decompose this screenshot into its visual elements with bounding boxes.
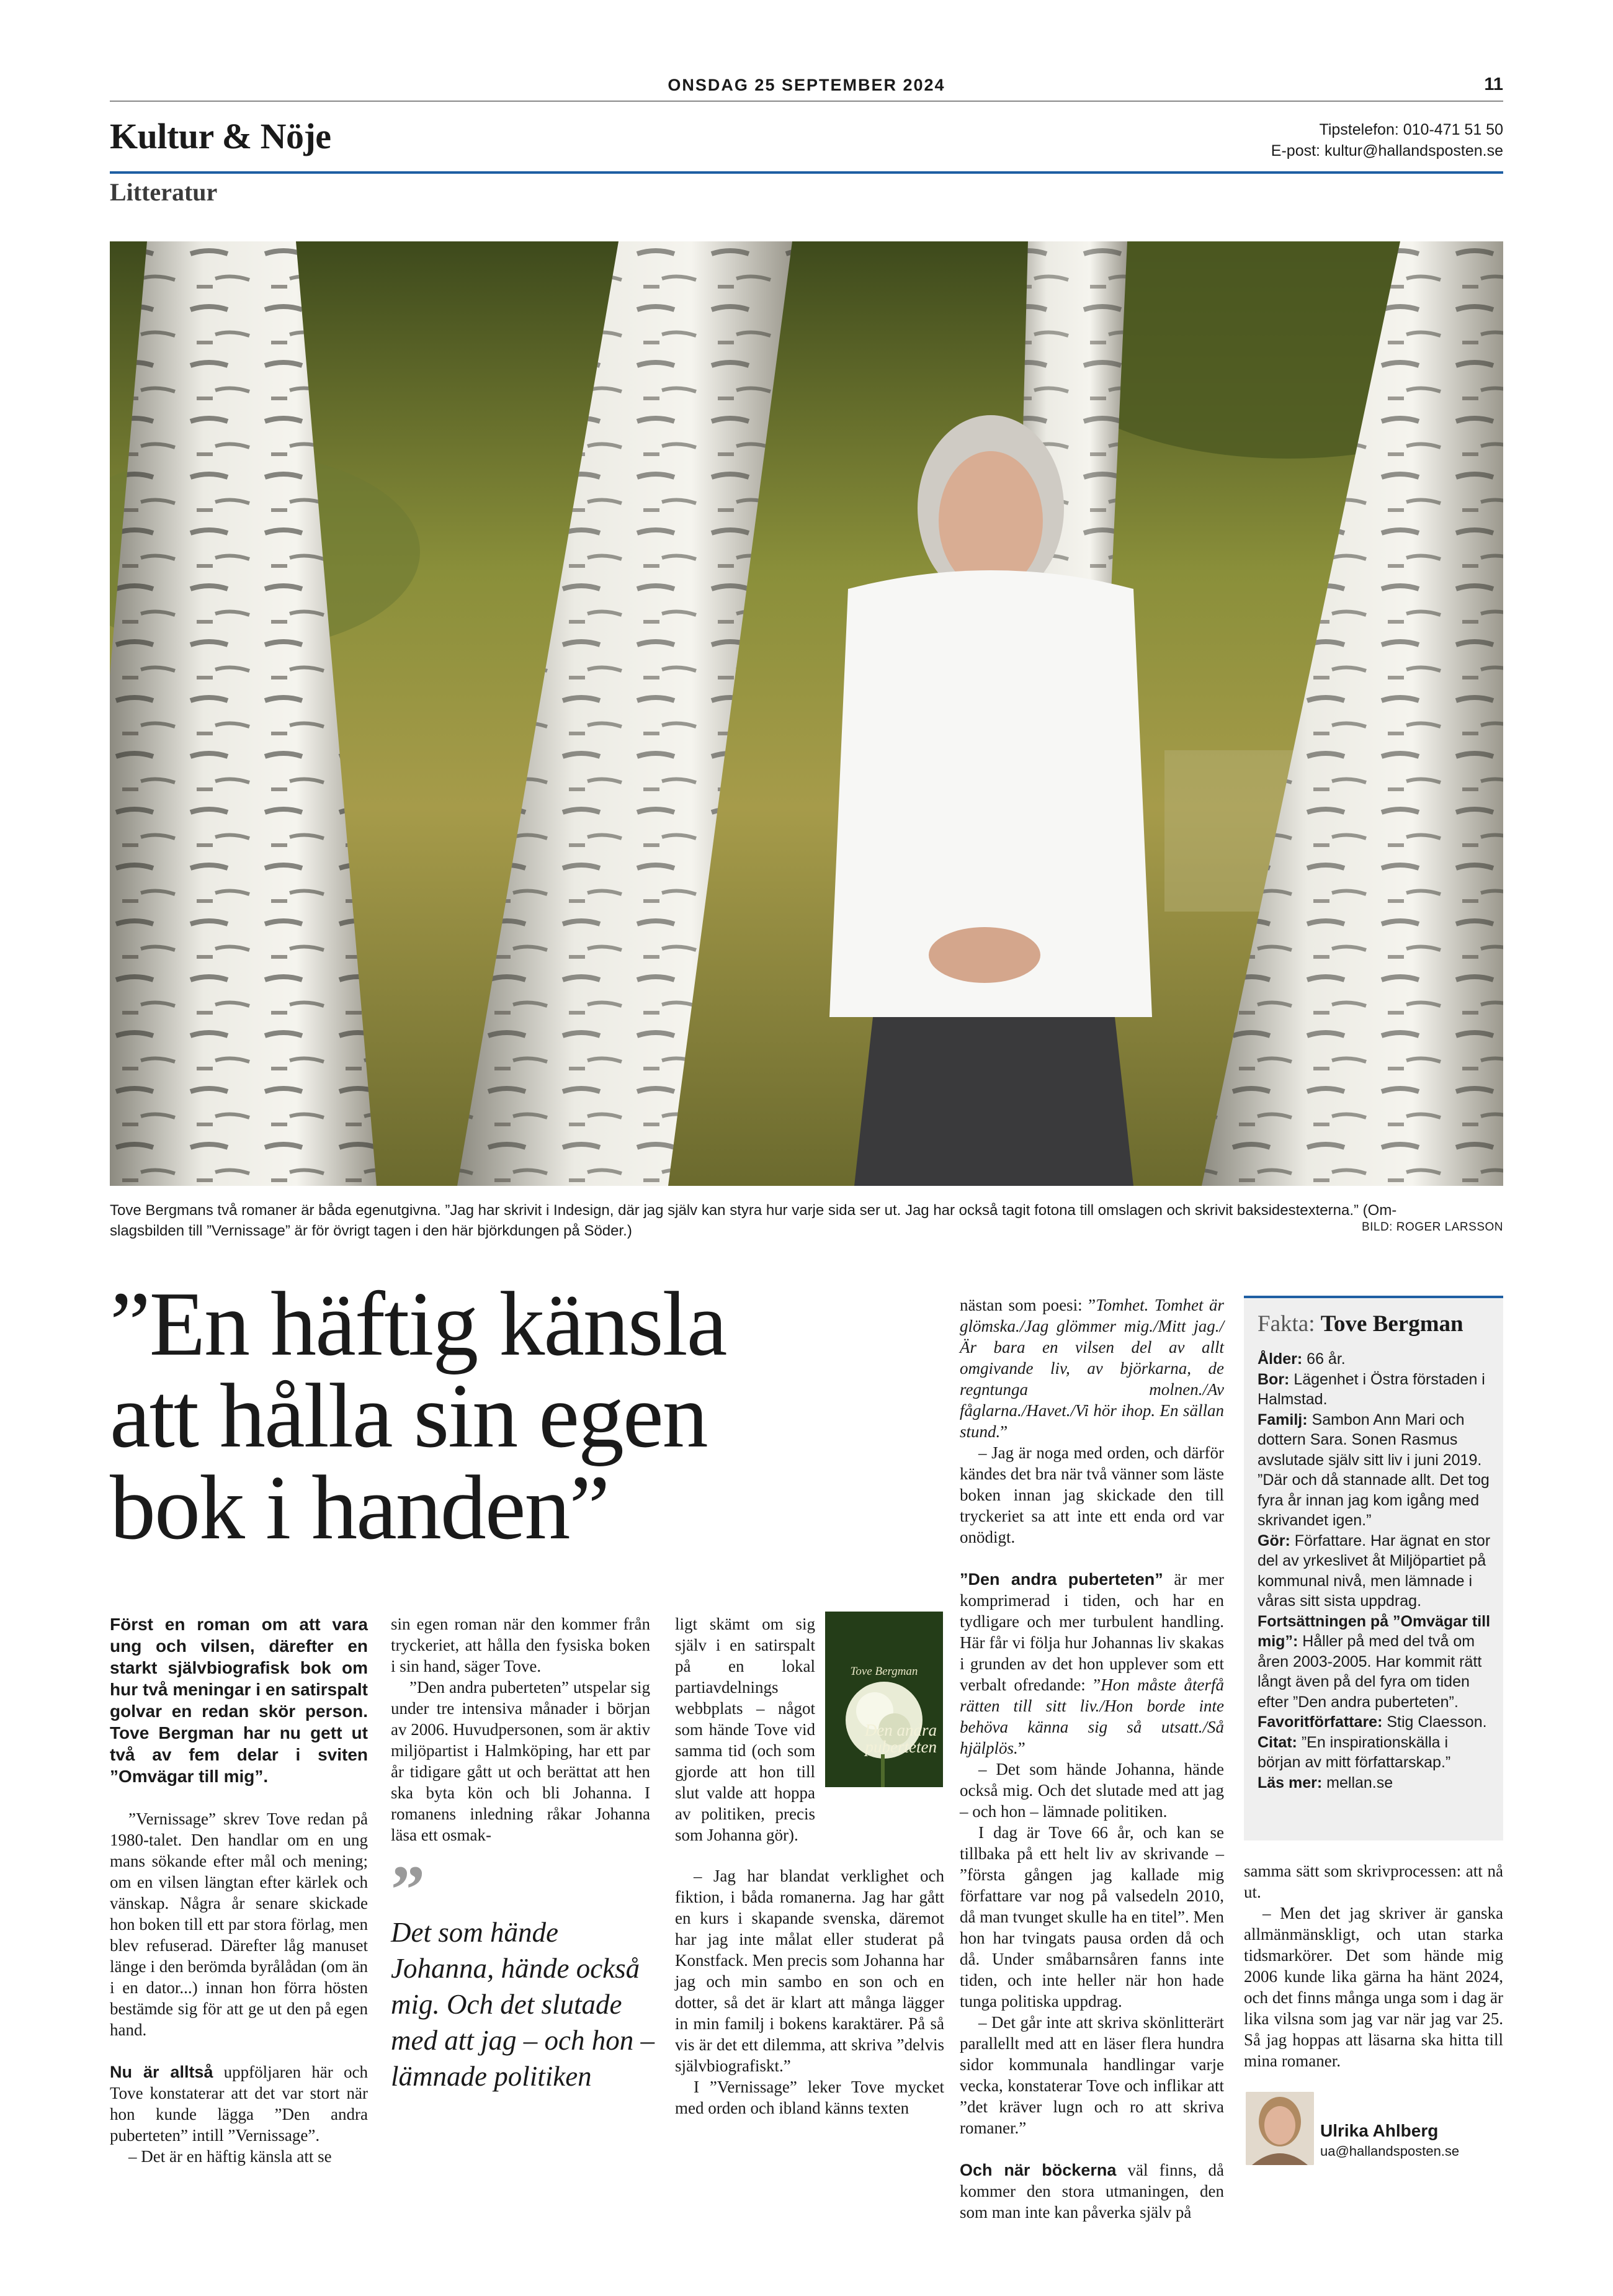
book-author: Tove Bergman	[850, 1665, 918, 1678]
body-paragraph: – Jag har blandat verklighet och fiktion, i båda romanerna. Jag har gått en kurs i skapande svenska, däremot har jag inte målat eller studerat på Konstfack. Men precis som Johanna har jag och min sambo en son och en dotter, så det är klart att många lägger in min familj i bokens karaktärer. På så vis är det ett dilemma, att skriva ”delvis självbiografiskt.”	[675, 1867, 944, 2075]
book-title: Den andra puberteten	[864, 1721, 937, 1756]
paragraph-text: nästan som poesi: ”	[960, 1296, 1096, 1314]
headline	[110, 1273, 916, 1559]
contact-info	[1271, 119, 1503, 161]
column-5	[1244, 1860, 1503, 2071]
poem-quote: Tomhet. Tomhet är glömska./Jag glömmer mig./Mitt jag./Är bara en vilsen del av allt omgivande liv, av björkarna, de regntunga molnen./Av fåglarna./Havet./Vi hör ihop. En sällan stund.	[960, 1296, 1224, 1441]
fact-value: Sambon Ann Mari och dottern Sara. Sonen Rasmus avslutade själv sitt liv i juni 2019. ”Där och då stannade allt. Det tog fyra år innan jag kom igång med skrivandet igen.”	[1258, 1410, 1490, 1529]
body-paragraph: ”Vernissage” skrev Tove redan på 1980-talet. Den handlar om en ung mans sökande efter mål och mening; om en vilsen längtan efter kärlek och vänskap. Några år senare skickade hon boken till ett par stora förlag, men blev refuserad. Därefter låg manuset länge i den berömda byrålådan (om än i en dator...) innan hon förra hösten bestämde sig för att ge ut den på egen hand.	[110, 1809, 368, 2039]
caption-line-2: slagsbilden till ”Vernissage” är för övrigt tagen i den här björkdungen på Söder.)	[110, 1222, 632, 1239]
body-paragraph	[110, 2061, 368, 2146]
headline-line-3: bok i handen”	[110, 1457, 609, 1559]
paragraph-text: är mer komprimerad i tiden, och har en tydligare och mer turbulent handling. Här får vi följa hur Johannas liv skakas i grunden av det hon upplever som ett verbalt ofredande: ”	[960, 1570, 1224, 1694]
fact-key: Fortsättningen på ”Omvägar till mig”:	[1258, 1612, 1491, 1650]
body-paragraph: – Jag är noga med orden, och därför kändes det bra när två vänner som läste boken innan jag skickade den till tryckeriet sa att inte ett enda ord var onödigt.	[960, 1443, 1224, 1546]
fact-value: Stig Claesson.	[1382, 1713, 1487, 1731]
body-paragraph	[960, 1569, 1224, 1759]
fact-key: Favoritförfattare:	[1258, 1713, 1383, 1731]
fact-box-name: Tove Bergman	[1320, 1311, 1463, 1337]
body-paragraph: – Men det jag skriver är ganska allmänmänskligt, och utan starka tidsmarkörer. Det som hände mig 2006 kunde lika gärna ha hänt 2024, och det finns många unga som i dag är lika vilsna som jag var när jag var 25. Så jag hoppas att läsarna ska hitta till mina romaner.	[1244, 1904, 1503, 2070]
book-cover	[825, 1612, 943, 1787]
fact-key: Ålder:	[1258, 1350, 1303, 1368]
author-email: ua@hallandsposten.se	[1320, 2143, 1460, 2159]
body-paragraph: – Det som hände Johanna, hände också mig. Och det slutade med att jag – och hon – lämnade politiken.	[960, 1760, 1224, 1821]
author-avatar	[1246, 2092, 1314, 2165]
fact-row	[1258, 1712, 1491, 1733]
paragraph-text: uppföljaren här och Tove konstaterar att det var stort när hon kunde lägga ”Den andra puberteten” intill ”Vernissage”.	[110, 2063, 368, 2145]
paragraph-text: ”	[1000, 1422, 1008, 1441]
fact-row	[1258, 1531, 1491, 1612]
quote-mark-icon: ”	[391, 1852, 425, 1927]
lead-paragraph: Först en roman om att vara ung och vilsen, därefter en starkt självbiografisk bok om hur två meningar i en satirspalt golvar en redan skör person. Tove Bergman har nu gett ut två av fem delar i sviten ”Omvägar till mig”.	[110, 1615, 368, 1786]
column-2	[391, 1613, 650, 1845]
author-name: Ulrika Ahlberg	[1320, 2121, 1439, 2140]
fact-row	[1258, 1410, 1491, 1531]
body-paragraph: – Det är en häftig känsla att se	[128, 2147, 332, 2166]
date-line	[110, 73, 1503, 102]
body-paragraph: samma sätt som skrivprocessen: att nå ut.	[1244, 1862, 1503, 1901]
fact-box-label: Fakta:	[1258, 1311, 1315, 1337]
book-quote: Hon måste återfå rätten till sitt liv./Hon borde inte behöva känna sig så utsatt./Så hjälplös.	[960, 1675, 1224, 1757]
body-paragraph	[960, 2159, 1224, 2223]
fact-value: ”En inspirationskälla i början av mitt författarskap.”	[1258, 1733, 1451, 1771]
fact-value: Lägenhet i Östra förstaden i Halmstad.	[1258, 1370, 1485, 1408]
fact-box	[1244, 1296, 1503, 1841]
body-paragraph: sin egen roman när den kommer från tryckeriet, att hålla den fysiska boken i sin hand, säger Tove.	[391, 1615, 650, 1675]
paragraph-text: ”	[1017, 1739, 1025, 1757]
section-title: Kultur & Nöje	[110, 116, 331, 156]
column-1	[110, 1613, 368, 2167]
tip-phone: Tipstelefon: 010-471 51 50	[1319, 121, 1503, 138]
headline-line-1: ”En häftig känsla	[110, 1273, 726, 1375]
pull-quote: Det som hände Johanna, hände också mig. Och det slutade med att jag – och hon – lämnade politiken	[391, 1917, 655, 2092]
fact-value: 66 år.	[1302, 1350, 1346, 1368]
column-3	[675, 1865, 944, 2119]
issue-date: ONSDAG 25 SEPTEMBER 2024	[668, 76, 945, 94]
fact-value: Håller på med del två om åren 2003-2005. Har kommit rätt långt även på del fyra om tiden efter ”Den andra puberteten”.	[1258, 1633, 1482, 1711]
body-paragraph: ”Den andra puberteten” utspelar sig under tre intensiva månader i början av 2006. Huvudpersonen, som är aktiv miljöpartist i Halmköping, har ett par år tidigare gått ut och berättat att hen ska byta kön och bli Johanna. I romanens inledning råkar Johanna läsa ett osmak-	[391, 1678, 650, 1844]
fact-row	[1258, 1370, 1491, 1410]
fact-key: Citat:	[1258, 1733, 1297, 1751]
photo-caption	[110, 1200, 1503, 1241]
fact-key: Bor:	[1258, 1370, 1290, 1388]
contact-email: E-post: kultur@hallandsposten.se	[1271, 142, 1503, 159]
column-4	[960, 1294, 1224, 2223]
column-3-narrow	[675, 1613, 815, 1845]
fact-key: Läs mer:	[1258, 1774, 1323, 1792]
fact-row	[1258, 1773, 1491, 1793]
main-photo	[110, 241, 1503, 1186]
photo-credit: BILD: ROGER LARSSON	[1361, 1221, 1503, 1234]
fact-row	[1258, 1349, 1491, 1370]
body-paragraph: ligt skämt om sig själv i en satirspalt på en lokal partiavdelnings webbplats – något som hände Tove vid samma tid (och som gjorde att hon till slut valde att hoppa av politiken, precis som Johanna gör).	[675, 1615, 815, 1844]
body-paragraph: – Det går inte att skriva skönlitterärt parallellt med att en läser flera hundra sidor kommunala handlingar varje vecka, konstaterar Tove och inflikar att ”det kräver lugn och ro att skriva romaner.”	[960, 2013, 1224, 2137]
body-paragraph	[960, 1294, 1224, 1442]
paragraph-lead-in: Nu är alltså	[110, 2063, 213, 2081]
fact-value: mellan.se	[1322, 1774, 1393, 1792]
section-rule	[110, 171, 1503, 174]
paragraph-text: väl finns, då kommer den stora utmaningen, den som man inte kan påverka själv på	[960, 2161, 1224, 2222]
page-number: 11	[1484, 74, 1503, 94]
subsection-title: Litteratur	[110, 178, 218, 206]
fact-key: Gör:	[1258, 1531, 1290, 1549]
fact-key: Familj:	[1258, 1410, 1308, 1428]
book-cover-art	[825, 1612, 943, 1787]
fact-box-title	[1258, 1309, 1491, 1339]
fact-row	[1258, 1612, 1491, 1713]
paragraph-lead-in: ”Den andra puberteten”	[960, 1570, 1163, 1589]
fact-row	[1258, 1733, 1491, 1773]
headline-line-2: att hålla sin egen	[110, 1365, 707, 1467]
body-paragraph: I dag är Tove 66 år, och kan se tillbaka på ett helt liv av skrivande – ”första gången jag kallade mig författare var nog på valsedeln 2010, då man tvunget skulle ha en titel”. Men hon har tvingats pausa orden då och då. Under småbarnsåren fanns inte tiden, och inte heller när hon hade tunga politiska uppdrag.	[960, 1823, 1224, 2011]
body-paragraph: I ”Vernissage” leker Tove mycket med orden och ibland känns texten	[675, 2078, 944, 2117]
paragraph-lead-in: Och när böckerna	[960, 2161, 1117, 2179]
fact-value: Författare. Har ägnat en stor del av yrkeslivet åt Miljöpartiet på kommunal nivå, men lämnade i våras sitt sista uppdrag.	[1258, 1531, 1491, 1610]
caption-line-1: Tove Bergmans två romaner är båda egenutgivna. ”Jag har skrivit i Indesign, där jag själv kan styra hur varje sida ser ut. Jag har också tagit fotona till omslagen och skrivit baksidestexterna.” (Om-	[110, 1202, 1397, 1219]
